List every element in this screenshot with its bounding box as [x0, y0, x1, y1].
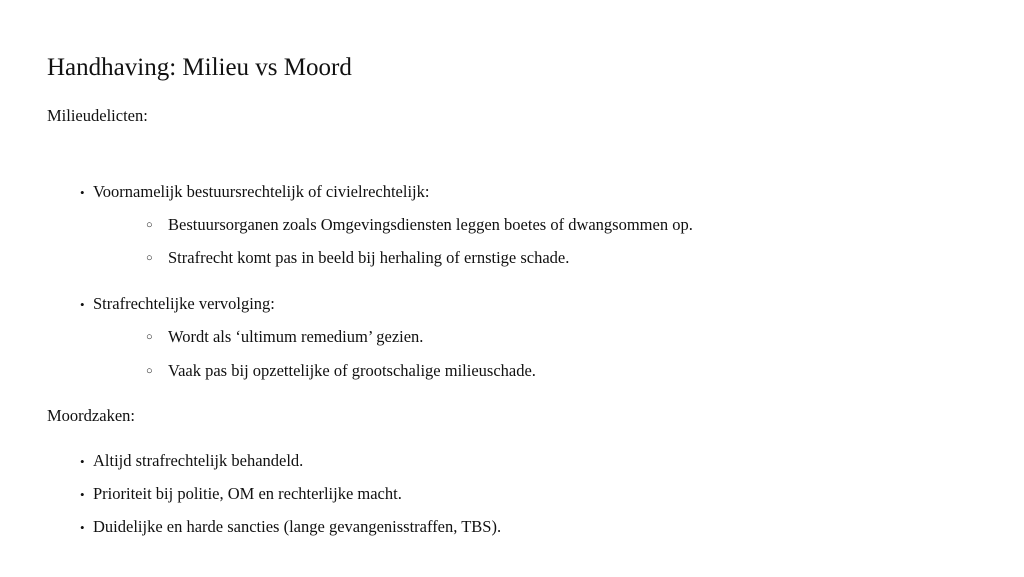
bullet-icon: •: [80, 487, 85, 502]
sub-list-item-text: Vaak pas bij opzettelijke of grootschalige milieuschade.: [168, 361, 536, 380]
sub-list-item: [146, 248, 569, 270]
list-item-text: Voornamelijk bestuursrechtelijk of civielrechtelijk:: [93, 182, 430, 201]
page-title: Handhaving: Milieu vs Moord: [47, 54, 352, 81]
hollow-bullet-icon: ○: [146, 331, 153, 343]
list-item: [80, 294, 275, 315]
list-item-text: Prioriteit bij politie, OM en rechterlijke macht.: [93, 484, 402, 503]
sub-list-item-text: Wordt als ‘ultimum remedium’ gezien.: [168, 327, 424, 346]
list-item: [80, 451, 303, 472]
bullet-icon: •: [80, 185, 85, 200]
hollow-bullet-icon: ○: [146, 365, 153, 377]
hollow-bullet-icon: ○: [146, 219, 153, 231]
section-heading-milieudelicten: Milieudelicten:: [47, 106, 148, 125]
list-item: [80, 182, 429, 203]
bullet-icon: •: [80, 454, 85, 469]
list-item: [80, 517, 501, 538]
sub-list-item: [146, 215, 693, 237]
sub-list-item-text: Bestuursorganen zoals Omgevingsdiensten leggen boetes of dwangsommen op.: [168, 215, 693, 234]
list-item-text: Duidelijke en harde sancties (lange gevangenisstraffen, TBS).: [93, 517, 502, 536]
list-item-text: Altijd strafrechtelijk behandeld.: [93, 451, 304, 470]
sub-list-item: [146, 361, 536, 383]
bullet-icon: •: [80, 297, 85, 312]
section-heading-moordzaken: Moordzaken:: [47, 406, 135, 425]
sub-list-item: [146, 327, 423, 349]
hollow-bullet-icon: ○: [146, 252, 153, 264]
list-item: [80, 484, 402, 505]
list-item-text: Strafrechtelijke vervolging:: [93, 294, 275, 313]
bullet-icon: •: [80, 520, 85, 535]
sub-list-item-text: Strafrecht komt pas in beeld bij herhaling of ernstige schade.: [168, 248, 570, 267]
